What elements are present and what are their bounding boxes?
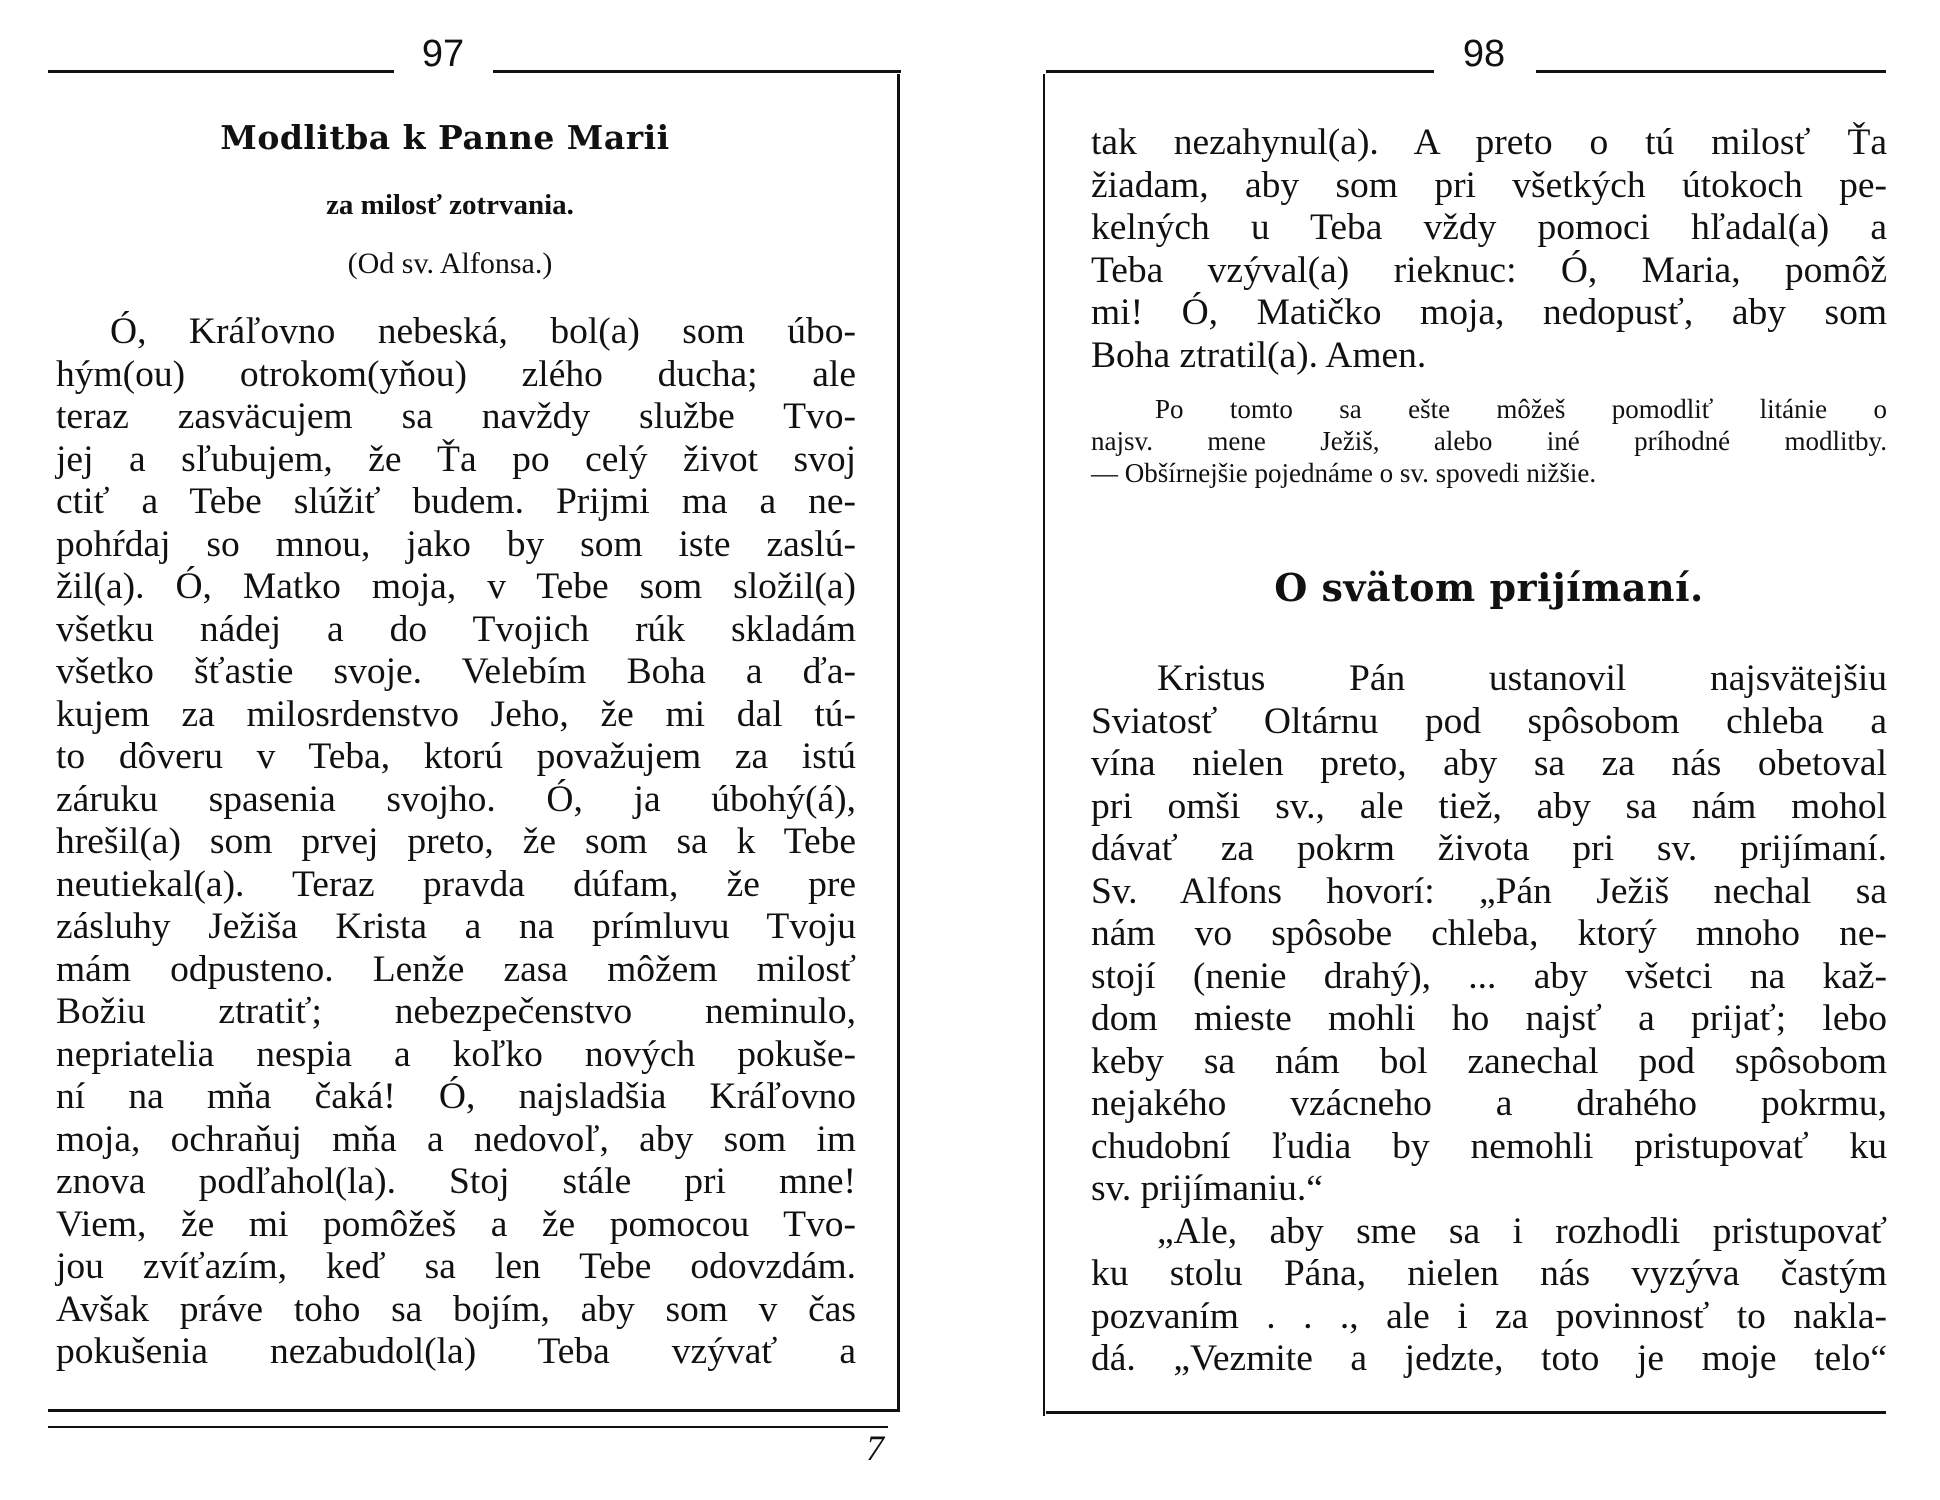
right-page-frame-left: [1043, 74, 1045, 1416]
right-page: [970, 0, 1940, 1500]
continuation-line: tak nezahynul(a). A preto o tú milosť Ťa: [1091, 122, 1887, 163]
left-page-frame-right: [897, 74, 900, 1412]
prayer-title: Modlitba k Panne Marii: [220, 118, 670, 157]
section-line: dávať za pokrm života pri sv. prijímaní.: [1091, 828, 1887, 869]
prayer-body: [56, 311, 856, 1374]
note-line: najsv. mene Ježiš, alebo iné príhodné modlitby.: [1091, 426, 1887, 456]
continuation-line: kelných u Teba vždy pomoci hľadal(a) a: [1091, 207, 1887, 248]
instruction-note: [1091, 393, 1887, 489]
prayer-line: zásluhy Ježiša Krista a na prímluvu Tvoju: [56, 906, 856, 947]
section-line: Sv. Alfons hovorí: „Pán Ježiš nechal sa: [1091, 870, 1887, 912]
prayer-line: pohŕdaj so mnou, jako by som iste zaslú-: [56, 523, 856, 565]
prayer-line: Božiu ztratiť; nebezpečenstvo neminulo,: [56, 991, 856, 1032]
prayer-line: znova podľahol(la). Stoj stále pri mne!: [56, 1161, 856, 1202]
header-rule-left-b: [493, 70, 901, 73]
note-line: Po tomto sa ešte môžeš pomodliť litánie o: [1155, 394, 1887, 424]
prayer-continuation: [1091, 122, 1887, 377]
prayer-line: jou zvíťazím, keď sa len Tebe odovzdám.: [56, 1246, 856, 1287]
section-line: dom mieste mohli ho najsť a prijať; lebo: [1091, 998, 1887, 1039]
prayer-attribution: (Od sv. Alfonsa.): [347, 247, 553, 280]
prayer-line: teraz zasväcujem sa navždy službe Tvo-: [56, 396, 856, 437]
header-rule-right-b: [1536, 70, 1886, 73]
page-number-left: 97: [421, 33, 465, 75]
prayer-line: žil(a). Ó, Matko moja, v Tebe som složil(a): [56, 566, 856, 607]
prayer-line: neutiekal(a). Teraz pravda dúfam, že pre: [56, 863, 856, 905]
header-rule-left-a: [48, 70, 394, 73]
prayer-line: hým(ou) otrokom(yňou) zlého ducha; ale: [56, 353, 856, 395]
continuation-line: Teba vzýval(a) rieknuc: Ó, Maria, pomôž: [1091, 249, 1887, 291]
prayer-line: hrešil(a) som prvej preto, že som sa k Tebe: [56, 821, 856, 862]
prayer-line: ní na mňa čaká! Ó, najsladšia Kráľovno: [56, 1076, 856, 1117]
prayer-line: jej a sľubujem, že Ťa po celý život svoj: [56, 438, 856, 480]
section-line: sv. prijímaniu.“: [1091, 1168, 1323, 1209]
section-line: nám vo spôsobe chleba, ktorý mnoho ne-: [1091, 913, 1887, 954]
prayer-line: Avšak práve toho sa bojím, aby som v čas: [56, 1288, 856, 1330]
section-line: pri omši sv., ale tiež, aby sa nám mohol: [1091, 785, 1887, 827]
continuation-line: mi! Ó, Matičko moja, nedopusť, aby som: [1091, 292, 1887, 333]
right-page-bottom-rule: [1046, 1411, 1886, 1414]
section-line: chudobní ľudia by nemohli pristupovať ku: [1091, 1125, 1887, 1167]
prayer-line: všetku nádej a do Tvojich rúk skladám: [56, 608, 856, 650]
section-line: dá. „Vezmite a jedzte, toto je moje telo“: [1091, 1338, 1887, 1379]
prayer-line: nepriatelia nespia a koľko nových pokuše-: [56, 1033, 856, 1075]
section-line: ku stolu Pána, nielen nás vyzýva častým: [1091, 1253, 1887, 1294]
section-line: „Ale, aby sme sa i rozhodli pristupovať: [1157, 1210, 1887, 1252]
section-line: stojí (nenie drahý), ... aby všetci na kaž-: [1091, 955, 1887, 997]
section-line: keby sa nám bol zanechal pod spôsobom: [1091, 1040, 1887, 1082]
continuation-line: žiadam, aby som pri všetkých útokoch pe-: [1091, 164, 1887, 206]
prayer-line: ctiť a Tebe slúžiť budem. Prijmi ma a ne-: [56, 481, 856, 522]
section-line: Kristus Pán ustanovil najsvätejšiu: [1157, 658, 1887, 699]
section-body: [1091, 658, 1887, 1381]
prayer-subtitle: za milosť zotrvania.: [326, 189, 574, 221]
prayer-line: Viem, že mi pomôžeš a že pomocou Tvo-: [56, 1203, 856, 1245]
signature-mark: 7: [866, 1428, 884, 1468]
section-line: vína nielen preto, aby sa za nás obetoval: [1091, 743, 1887, 784]
left-page-bottom-rule: [48, 1409, 900, 1412]
prayer-line: pokušenia nezabudol(la) Teba vzývať a: [56, 1331, 856, 1372]
prayer-line: to dôveru v Teba, ktorú považujem za istú: [56, 736, 856, 777]
prayer-line: Ó, Kráľovno nebeská, bol(a) som úbo-: [110, 311, 856, 352]
section-line: Sviatosť Oltárnu pod spôsobom chleba a: [1091, 700, 1887, 742]
section-line: nejakého vzácneho a drahého pokrmu,: [1091, 1083, 1887, 1124]
prayer-line: moja, ochraňuj mňa a nedovoľ, aby som im: [56, 1118, 856, 1160]
section-line: pozvaním . . ., ale i za povinnosť to nakla-: [1091, 1295, 1887, 1337]
prayer-line: záruku spasenia svojho. Ó, ja úbohý(á),: [56, 778, 856, 820]
left-page-bottom-rule-2: [48, 1426, 888, 1428]
prayer-line: kujem za milosrdenstvo Jeho, že mi dal tú-: [56, 693, 856, 735]
prayer-line: všetko šťastie svoje. Velebím Boha a ďa-: [56, 651, 856, 692]
note-line: — Obšírnejšie pojednáme o sv. spovedi nižšie.: [1091, 458, 1597, 488]
prayer-line: mám odpusteno. Lenže zasa môžem milosť: [56, 948, 856, 990]
continuation-line: Boha ztratil(a). Amen.: [1091, 334, 1427, 376]
section-title: O svätom prijímaní.: [1274, 565, 1704, 610]
header-rule-right-a: [1046, 70, 1434, 73]
page-number-right: 98: [1462, 33, 1506, 75]
